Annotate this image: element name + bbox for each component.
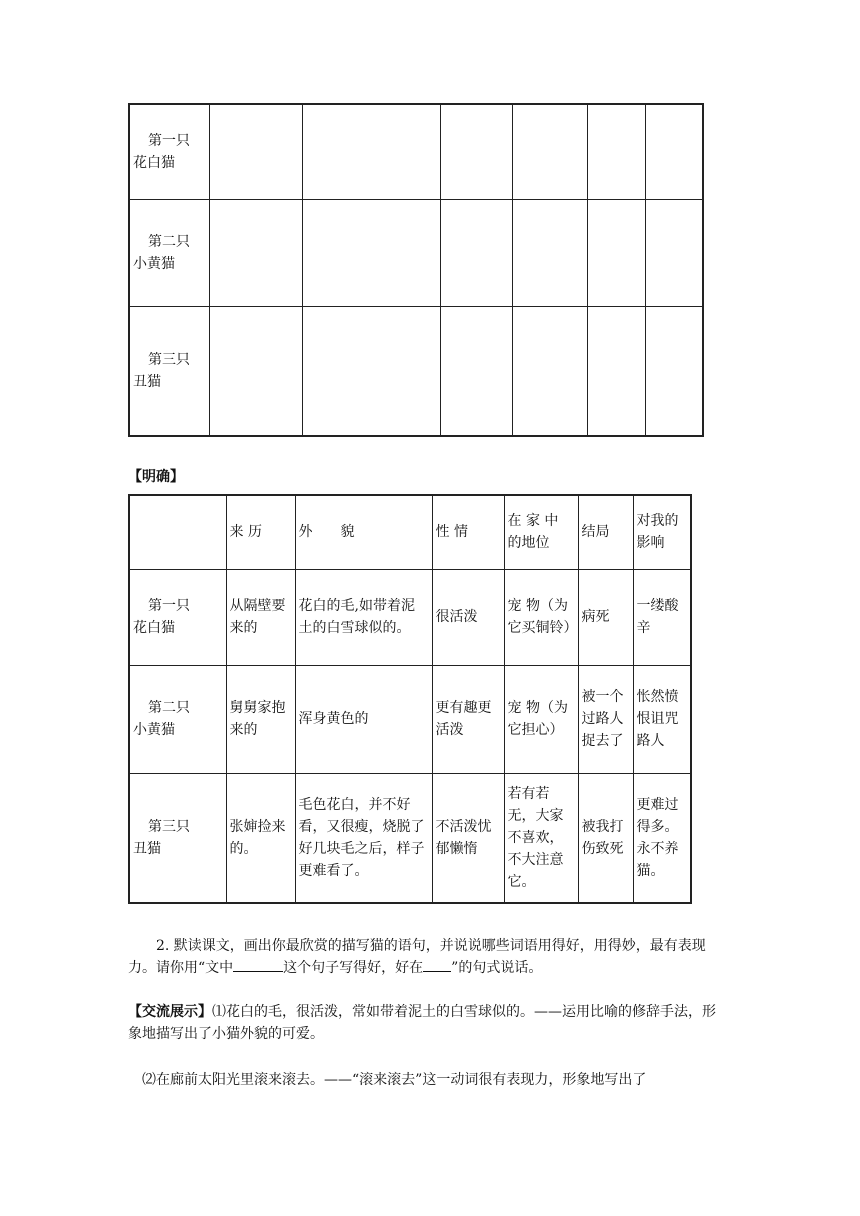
table-cell [440, 199, 512, 306]
table-cell: 宠 物（为它担心） [504, 665, 578, 773]
answer-table [128, 494, 692, 904]
table-cell: 更有趣更活泼 [432, 665, 504, 773]
exchange-label: 【交流展示】 [128, 1004, 212, 1020]
row-label: 第一只 花白猫 [129, 104, 209, 199]
header-cell: 性 情 [432, 495, 504, 569]
header-cell: 在 家 中 的地位 [504, 495, 578, 569]
table-row [129, 569, 691, 665]
table-cell: 更难过得多。永不养猫。 [633, 773, 691, 903]
header-cell: 结局 [578, 495, 633, 569]
table-cell: 一缕酸辛 [633, 569, 691, 665]
row-label: 第一只 花白猫 [129, 569, 226, 665]
table-cell [587, 199, 645, 306]
table-cell: 若有若无，大家不喜欢，不大注意它。 [504, 773, 578, 903]
table-cell: 宠 物（为它买铜铃） [504, 569, 578, 665]
table-cell [440, 306, 512, 436]
table-cell: 被一个过路人捉去了 [578, 665, 633, 773]
row-label: 第三只 丑猫 [129, 773, 226, 903]
table-row [129, 773, 691, 903]
table-cell [209, 199, 302, 306]
table-cell [302, 104, 440, 199]
table-cell [645, 199, 703, 306]
table-cell: 花白的毛,如带着泥土的白雪球似的。 [295, 569, 432, 665]
table-cell: 怅然愤恨诅咒路人 [633, 665, 691, 773]
table-cell [512, 104, 587, 199]
table-cell [645, 104, 703, 199]
table-cell [440, 104, 512, 199]
header-cell [129, 495, 226, 569]
table-row [129, 306, 703, 436]
table-cell: 不活泼忧郁懒惰 [432, 773, 504, 903]
table-row [129, 665, 691, 773]
header-cell: 对我的影响 [633, 495, 691, 569]
table-cell [512, 199, 587, 306]
row-label: 第二只 小黄猫 [129, 665, 226, 773]
table-cell: 毛色花白，并不好看，又很瘦，烧脱了好几块毛之后，样子更难看了。 [295, 773, 432, 903]
row-label: 第二只 小黄猫 [129, 199, 209, 306]
row-label: 第三只 丑猫 [129, 306, 209, 436]
table-cell [209, 104, 302, 199]
table-row [129, 104, 703, 199]
exchange-item-1: 【交流展示】⑴花白的毛，很活泼，常如带着泥土的白雪球似的。——运用比喻的修辞手法，形象地描写出了小猫外貌的可爱。 [128, 1004, 716, 1042]
table-cell [302, 199, 440, 306]
table-cell [587, 306, 645, 436]
table-cell: 张婶捡来的。 [226, 773, 295, 903]
question-2: 2. 默读课文，画出你最欣赏的描写猫的语句，并说说哪些词语用得好，用得妙，最有表现力。请你用“文中 这个句子写得好，好在 ”的句式说话。 [128, 938, 706, 976]
table-cell [209, 306, 302, 436]
fill-blank [423, 957, 451, 972]
table-cell [587, 104, 645, 199]
table-cell: 病死 [578, 569, 633, 665]
exchange-item-2: ⑵在廊前太阳光里滚来滚去。——“滚来滚去”这一动词很有表现力，形象地写出了 [142, 1072, 647, 1088]
header-cell: 来 历 [226, 495, 295, 569]
fill-blank [233, 957, 283, 972]
header-cell: 外 貌 [295, 495, 432, 569]
table-cell: 舅舅家抱来的 [226, 665, 295, 773]
table-cell: 很活泼 [432, 569, 504, 665]
table-header-row [129, 495, 691, 569]
section-heading: 【明确】 [128, 469, 184, 485]
table-cell [302, 306, 440, 436]
table-cell: 被我打伤致死 [578, 773, 633, 903]
table-row [129, 199, 703, 306]
blank-table [128, 103, 704, 437]
table-cell: 从隔壁要来的 [226, 569, 295, 665]
table-cell [645, 306, 703, 436]
table-cell: 浑身黄色的 [295, 665, 432, 773]
table-cell [512, 306, 587, 436]
